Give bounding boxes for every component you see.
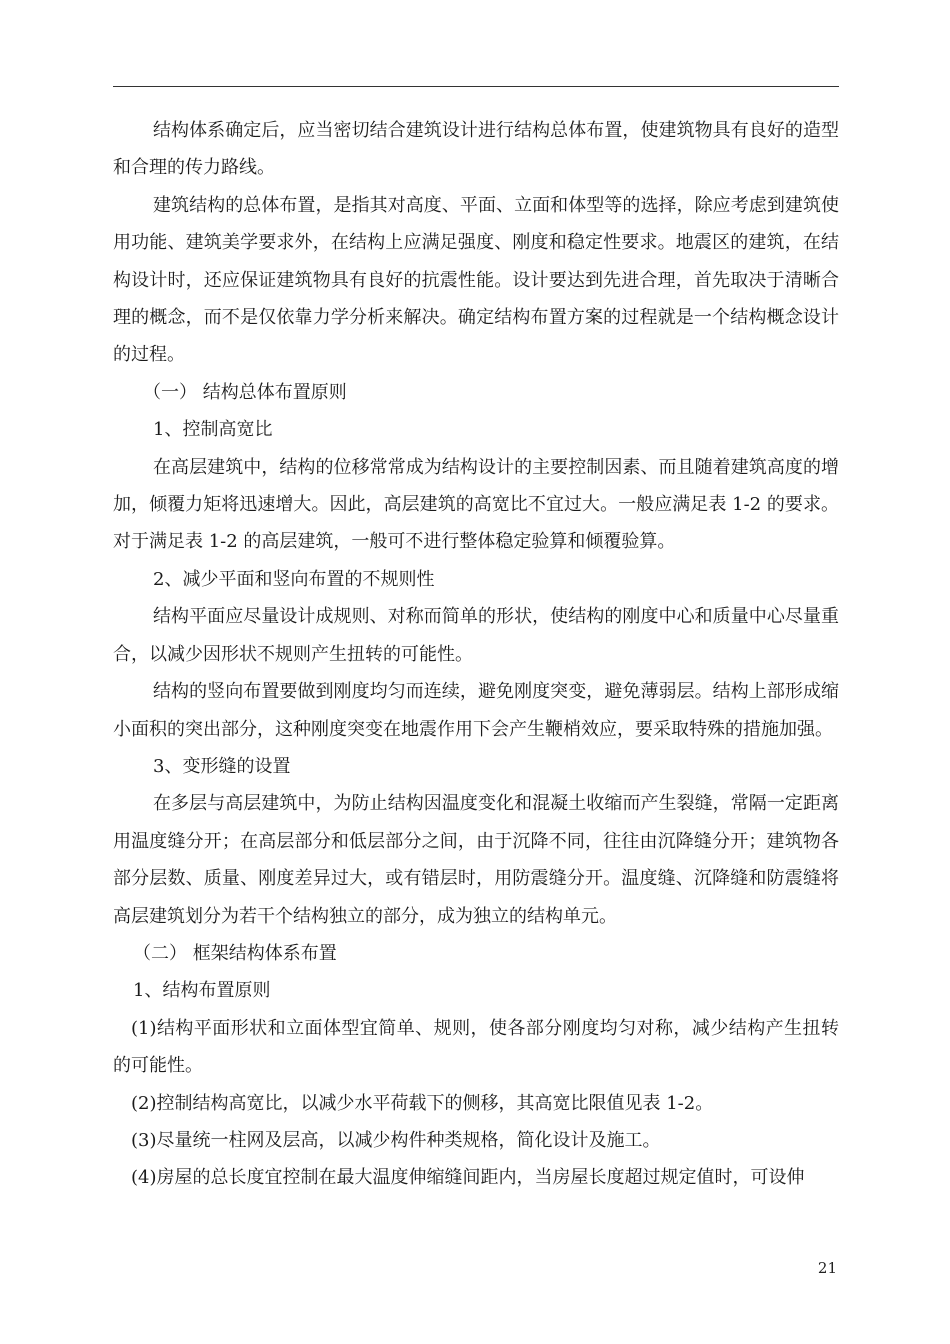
paragraph: 结构的竖向布置要做到刚度均匀而连续，避免刚度突变，避免薄弱层。结构上部形成缩小面积的突出部分，这种刚度突变在地震作用下会产生鞭梢效应，要采取特殊的措施加强。 <box>113 681 839 740</box>
paragraph: 建筑结构的总体布置，是指其对高度、平面、立面和体型等的选择，除应考虑到建筑使用功能、建筑美学要求外，在结构上应满足强度、刚度和稳定性要求。地震区的建筑，在结构设计时，还应保证建筑物具有良好的抗震性能。设计要达到先进合理，首先取决于清晰合理的概念，而不是仅依靠力学分析来解决。确定结构布置方案的过程就是一个结构概念设计的过程。 <box>113 194 839 366</box>
subsection-heading: 1、结构布置原则 <box>133 980 271 1002</box>
subsection-heading: 1、控制高宽比 <box>153 419 273 441</box>
page-body <box>113 112 839 1197</box>
subsection-heading: 2、减少平面和竖向布置的不规则性 <box>153 568 435 590</box>
paragraph: 在多层与高层建筑中，为防止结构因温度变化和混凝土收缩而产生裂缝，常隔一定距离用温度缝分开；在高层部分和低层部分之间，由于沉降不同，往往由沉降缝分开；建筑物各部分层数、质量、刚度差异过大，或有错层时，用防震缝分开。温度缝、沉降缝和防震缝将高层建筑划分为若干个结构独立的部分，成为独立的结构单元。 <box>113 793 839 927</box>
paragraph: 结构平面应尽量设计成规则、对称而简单的形状，使结构的刚度中心和质量中心尽量重合，以减少因形状不规则产生扭转的可能性。 <box>113 606 839 665</box>
header-rule <box>113 86 839 87</box>
paragraph: 在高层建筑中，结构的位移常常成为结构设计的主要控制因素、而且随着建筑高度的增加，倾覆力矩将迅速增大。因此，高层建筑的高宽比不宜过大。一般应满足表 1-2 的要求。对于满足表 1-2 的高层建筑，一般可不进行整体稳定验算和倾覆验算。 <box>113 456 839 553</box>
paragraph: 结构体系确定后，应当密切结合建筑设计进行结构总体布置，使建筑物具有良好的造型和合理的传力路线。 <box>113 120 839 179</box>
page-number: 21 <box>817 1259 837 1277</box>
list-item: (1)结构平面形状和立面体型宜简单、规则，使各部分刚度均匀对称，减少结构产生扭转的可能性。 <box>113 1017 839 1077</box>
section-heading: （一） 结构总体布置原则 <box>143 381 347 403</box>
list-item: (2)控制结构高宽比，以减少水平荷载下的侧移，其高宽比限值见表 1-2。 <box>131 1092 714 1114</box>
list-item: (3)尽量统一柱网及层高，以减少构件种类规格，简化设计及施工。 <box>131 1129 661 1151</box>
list-item: (4)房屋的总长度宜控制在最大温度伸缩缝间距内，当房屋长度超过规定值时，可设伸 <box>131 1167 805 1189</box>
section-heading: （二） 框架结构体系布置 <box>133 942 337 964</box>
subsection-heading: 3、变形缝的设置 <box>153 755 291 777</box>
